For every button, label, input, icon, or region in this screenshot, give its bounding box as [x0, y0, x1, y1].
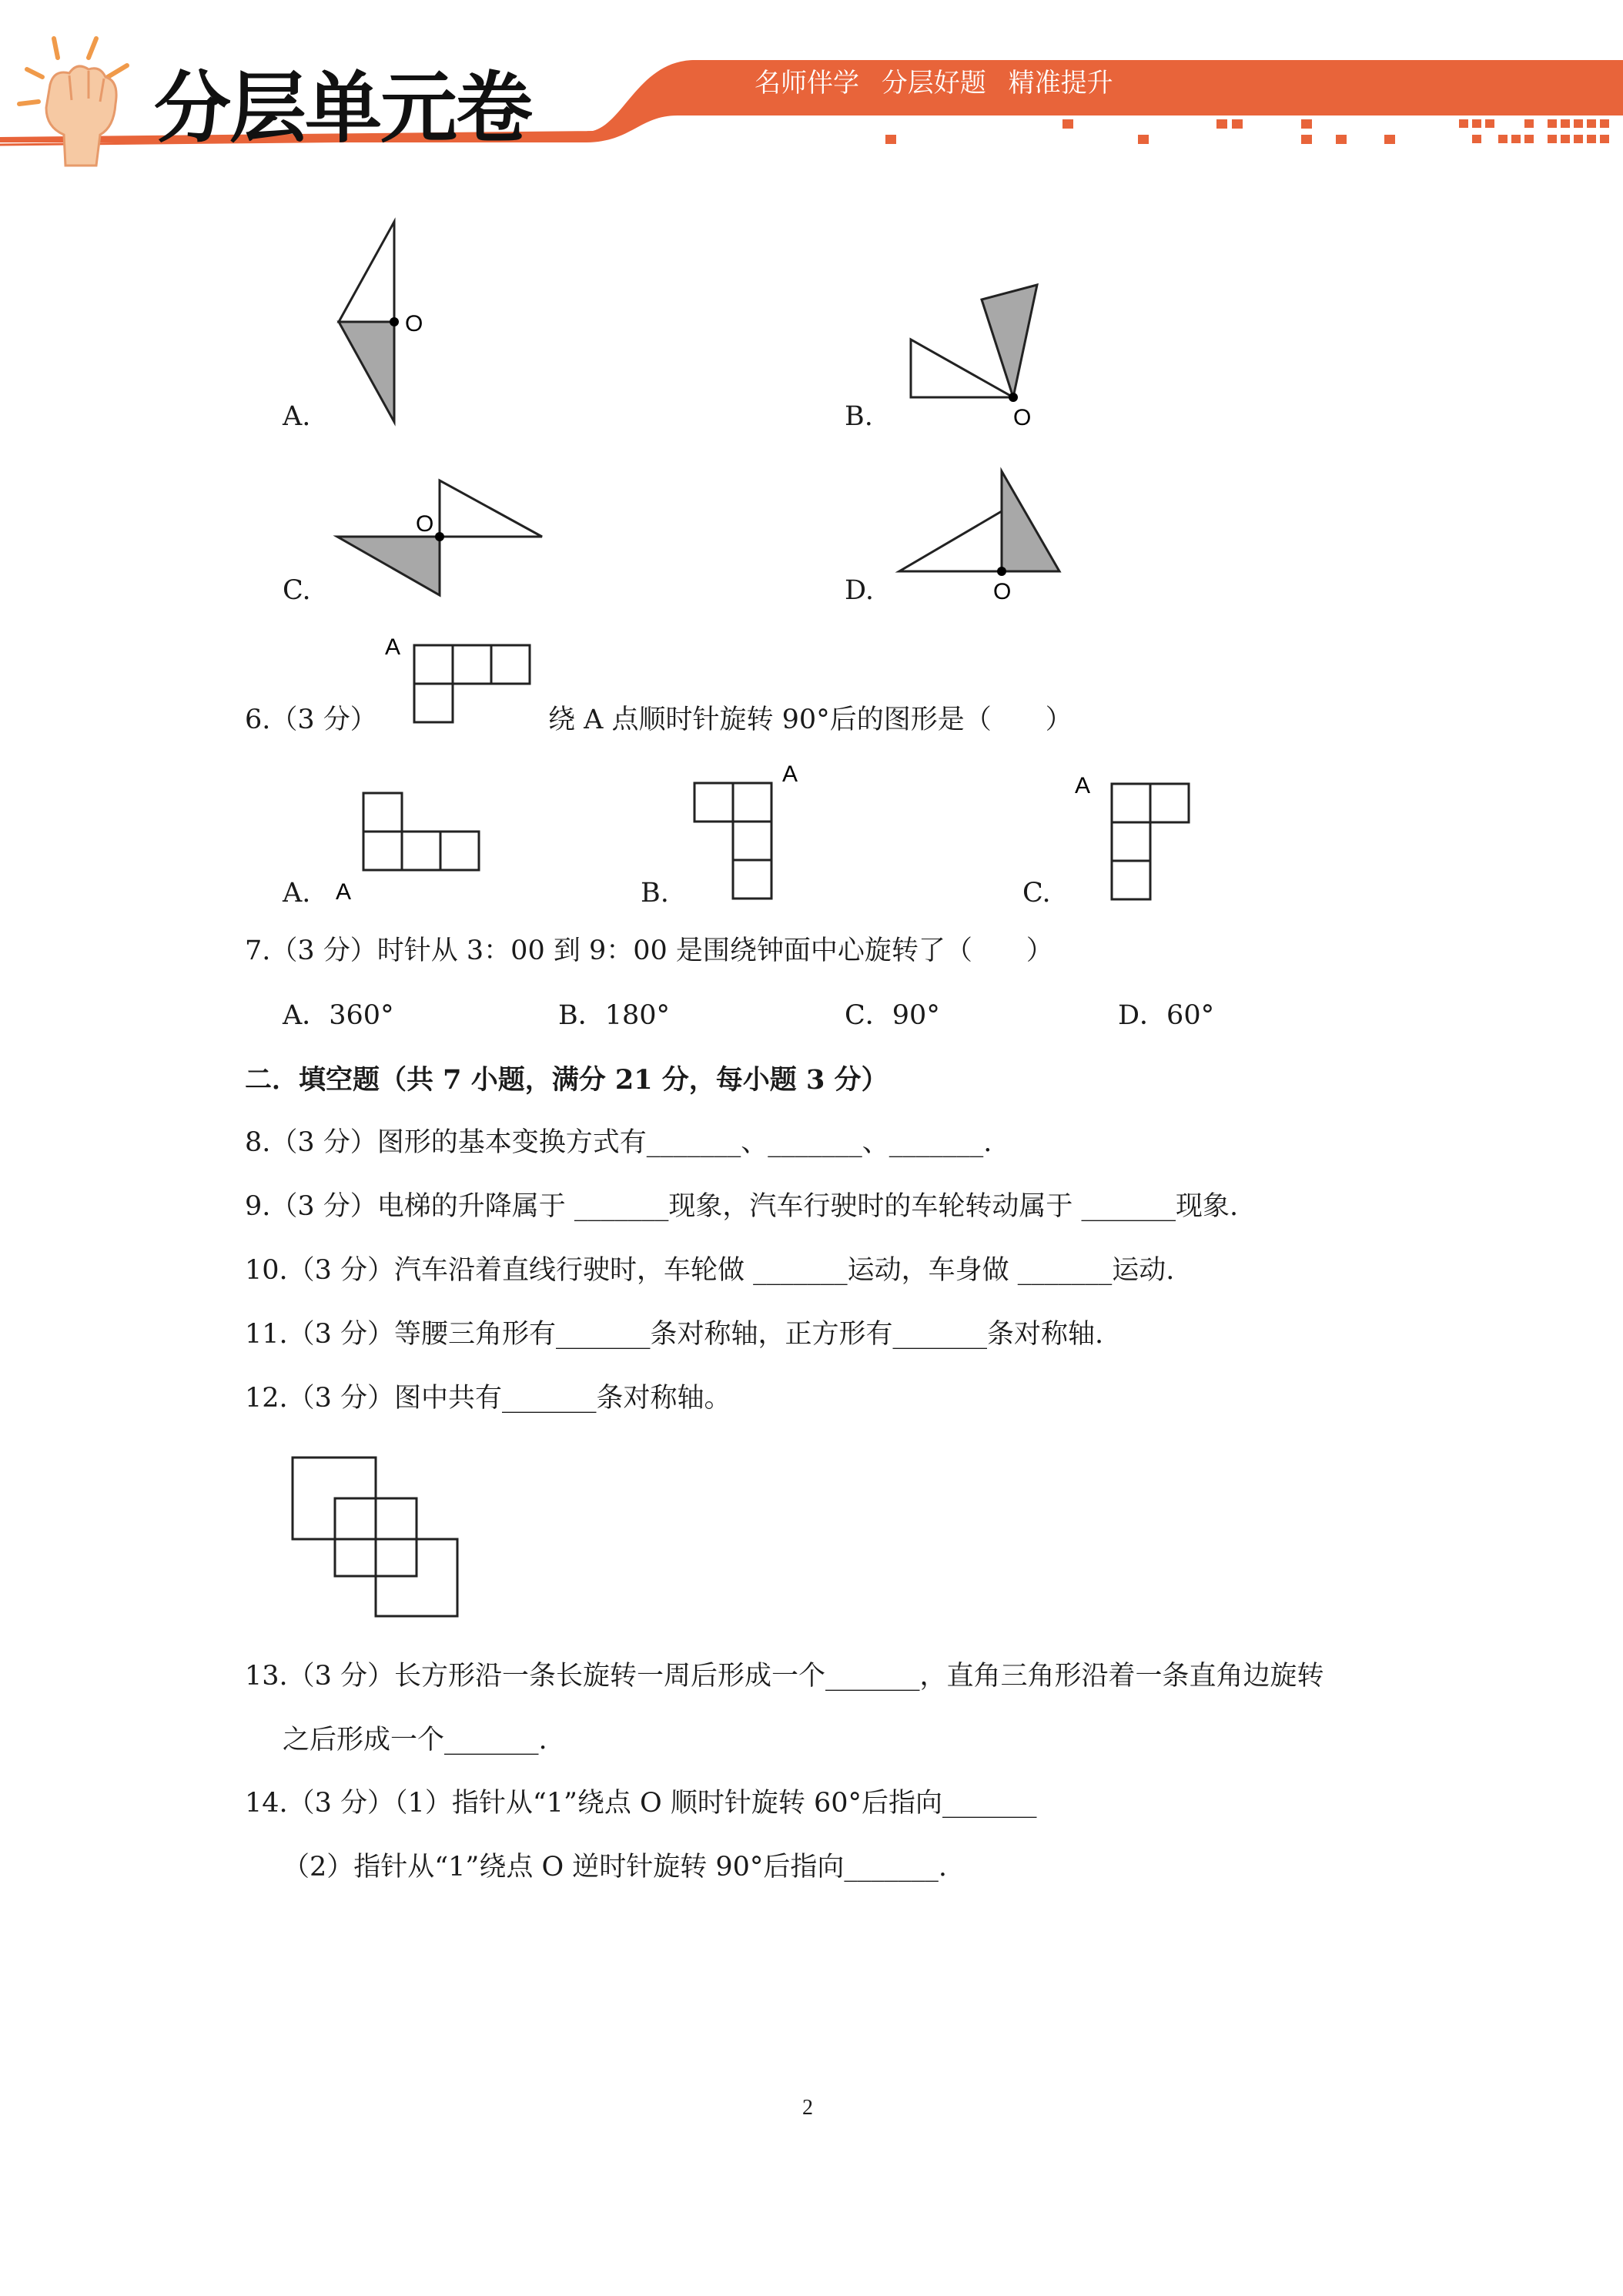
option-label: C.: [1022, 878, 1051, 909]
page-number: 2: [802, 2096, 813, 2120]
question-13-line2: 之后形成一个_______.: [283, 1725, 547, 1755]
point-label: A: [782, 761, 798, 787]
question-10: 10.（3 分）汽车沿着直线行驶时，车轮做 _______运动，车身做 _______运动.: [245, 1255, 1175, 1286]
q7-option-c: C．90°: [845, 1000, 940, 1031]
q6-option-a-figure: [331, 785, 485, 909]
option-label: D.: [845, 575, 874, 606]
header-slogan: 名师伴学 分层好题 精准提升: [755, 68, 1113, 99]
point-label: O: [405, 311, 423, 336]
q6-option-b-figure: [685, 755, 816, 909]
point-label: A: [1075, 773, 1091, 798]
q6-text: 绕 A 点顺时针旋转 90°后的图形是（ ）: [548, 705, 1073, 735]
q5-option-b-figure: [901, 277, 1055, 431]
q7-option-b: B．180°: [558, 1000, 671, 1031]
option-label: B.: [641, 878, 669, 909]
q5-option-a-figure: [323, 212, 447, 435]
q6-main-figure: [377, 630, 539, 730]
q6-option-c-figure: [1070, 762, 1201, 909]
point-label: A: [385, 634, 401, 660]
point-label: O: [416, 511, 434, 537]
option-label: A.: [283, 401, 311, 432]
option-label: A.: [283, 878, 311, 909]
question-11: 11.（3 分）等腰三角形有_______条对称轴，正方形有_______条对称轴.: [245, 1319, 1104, 1350]
option-label: C.: [283, 575, 311, 606]
q12-squares-figure: [285, 1448, 470, 1625]
question-12: 12.（3 分）图中共有_______条对称轴。: [245, 1383, 731, 1414]
question-14-line2: （2）指针从“1”绕点 O 逆时针旋转 90°后指向_______.: [283, 1852, 948, 1883]
section-2-heading: 二．填空题（共 7 小题，满分 21 分，每小题 3 分）: [245, 1064, 888, 1096]
fist-logo-icon: [12, 31, 142, 169]
question-14-line1: 14.（3 分）（1）指针从“1”绕点 O 顺时针旋转 60°后指向_______: [245, 1788, 1037, 1819]
point-label: O: [1013, 405, 1032, 430]
question-9: 9.（3 分）电梯的升降属于 _______现象，汽车行驶时的车轮转动属于 _______现象.: [245, 1191, 1239, 1222]
question-8: 8.（3 分）图形的基本变换方式有_______、_______、_______.: [245, 1127, 992, 1158]
q5-option-d-figure: [893, 462, 1070, 608]
option-label: B.: [845, 401, 873, 432]
q5-option-c-figure: [331, 470, 554, 608]
point-label: O: [993, 579, 1012, 604]
q7-text: 7.（3 分）时针从 3：00 到 9：00 是围绕钟面中心旋转了（ ）: [245, 935, 1053, 966]
point-label: A: [336, 879, 352, 905]
header-title: 分层单元卷: [154, 63, 531, 153]
q7-option-d: D．60°: [1118, 1000, 1215, 1031]
question-13-line1: 13.（3 分）长方形沿一条长旋转一周后形成一个_______，直角三角形沿着一条直角边旋转: [245, 1661, 1324, 1692]
q7-option-a: A．360°: [283, 1000, 394, 1031]
q6-prefix: 6.（3 分）: [245, 705, 377, 735]
